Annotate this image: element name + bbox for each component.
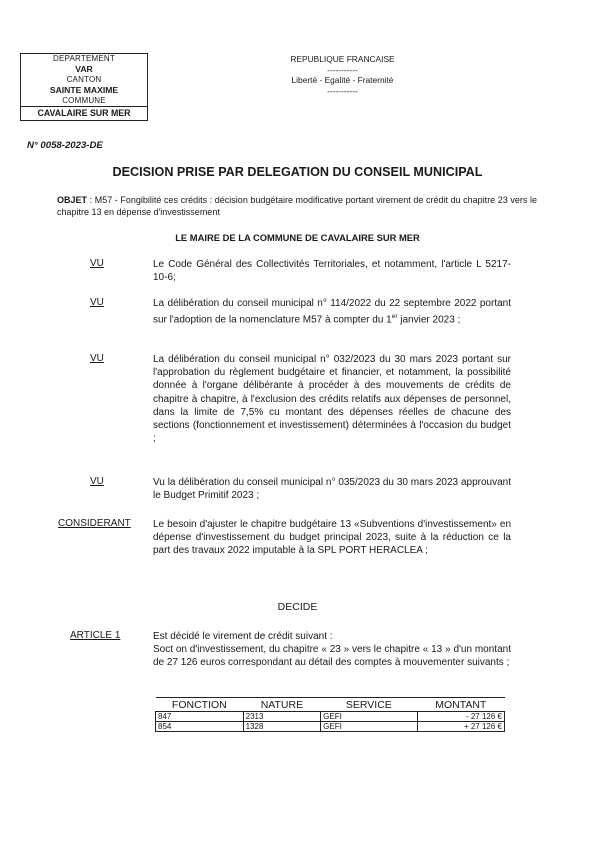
administrative-header-box [20,53,148,121]
separator-2: ----------- [327,85,358,96]
vu-paragraph-4: Vu la délibération du conseil municipal n° 035/2023 du 30 mars 2023 approuvant le Budget Primitif 2023 ; [153,477,511,502]
objet-text: : M57 - Fongibilité ces crédits : décision budgétaire modificative portant virement de crédit du chapitre 23 vers le chapitre 13 en dépense d'investissement [57,195,537,217]
column-header-nature: NATURE [243,698,321,712]
cell-service: GEFI [321,722,417,732]
cell-nature: 1328 [243,722,321,732]
article-1-line-1: Est décidé le virement de crédit suivant : [153,631,333,642]
commune-label: COMMUNE [62,95,106,105]
republic-name: REPUBLIQUE FRANCAISE [290,54,395,64]
article-1-line-2: Soct on d'investissement, du chapitre « 23 » vers le chapitre « 13 » d'un montant de 27 126 euros correspondant au détail des comptes à mouvementer suivants ; [153,644,511,669]
department-label: DEPARTEMENT [53,54,115,63]
cell-fonction: 847 [156,712,244,722]
decide-heading: DECIDE [277,601,318,613]
vu-label-3: VU [90,353,104,364]
column-header-fonction: FONCTION [156,698,244,712]
vu-paragraph-2-sup: er [391,313,398,321]
vu-label-4: VU [90,476,104,487]
mayor-heading: LE MAIRE DE LA COMMUNE DE CAVALAIRE SUR MER [175,232,420,243]
objet-paragraph [57,194,537,218]
cell-nature: 2313 [243,712,321,722]
cell-montant: + 27 126 € [417,722,504,732]
separator-1: ----------- [327,64,358,75]
table-row [156,712,505,722]
vu-paragraph-3: La délibération du conseil municipal n° 032/2023 du 30 mars 2023 portant sur l'approbation du règlement budgétaire et financier, et notamment, la possibilité donnée à l'organe délibérante à procéder à des mouvements de crédits de chapitre à chapitre, à l'exclusion des crédits relatifs aux dépenses de personnel, dans la limite de 7,5% cu montant des dépenses réelles de chacune des sections (fonctionnement et investissement) déterminées à l'occasion du budget ; [153,354,511,445]
cell-montant: - 27 126 € [417,712,504,722]
republic-motto: Liberté - Egalité - Fraternité [291,75,394,86]
canton-label: CANTON [66,74,102,84]
vu-paragraph-2-text-a: La délibération du conseil municipal n° 114/2022 du 22 septembre 2022 portant sur l'adoption de la nomenclature M57 à compter du 1 [153,298,511,326]
vu-paragraph-2-text-b: janvier 2023 ; [397,314,461,326]
cell-fonction: 854 [156,722,244,732]
vu-label-1: VU [90,258,104,269]
decision-reference: N° 0058-2023-DE [27,140,103,151]
canton-name: SAINTE MAXIME [49,85,119,96]
considerant-label: CONSIDERANT [58,518,131,529]
column-header-montant: MONTANT [417,698,504,712]
column-header-service: SERVICE [321,698,417,712]
considerant-paragraph: Le besoin d'ajuster le chapitre budgétaire 13 «Subventions d'investissement» en dépense d'investissement du budget principal 2023, suite à la réduction ce la part des travaux 2022 imputable à la SPL PORT HERACLEA ; [153,519,511,557]
table-header-row [156,698,505,712]
objet-label: OBJET [57,195,88,205]
vu-label-2: VU [90,297,104,308]
document-title: DECISION PRISE PAR DELEGATION DU CONSEIL MUNICIPAL [112,165,483,179]
vu-paragraph-1: Le Code Général des Collectivités Territoriales, et notamment, l'article L 5217-10-6; [153,259,511,284]
cell-service: GEFI [321,712,417,722]
republic-header [270,54,415,96]
table-row [156,722,505,732]
department-name: VAR [75,64,93,75]
article-1-text [153,630,511,670]
budget-transfer-table [155,697,505,732]
article-1-label: ARTICLE 1 [70,630,121,641]
vu-paragraph-2 [153,297,511,327]
commune-name: CAVALAIRE SUR MER [21,106,147,120]
